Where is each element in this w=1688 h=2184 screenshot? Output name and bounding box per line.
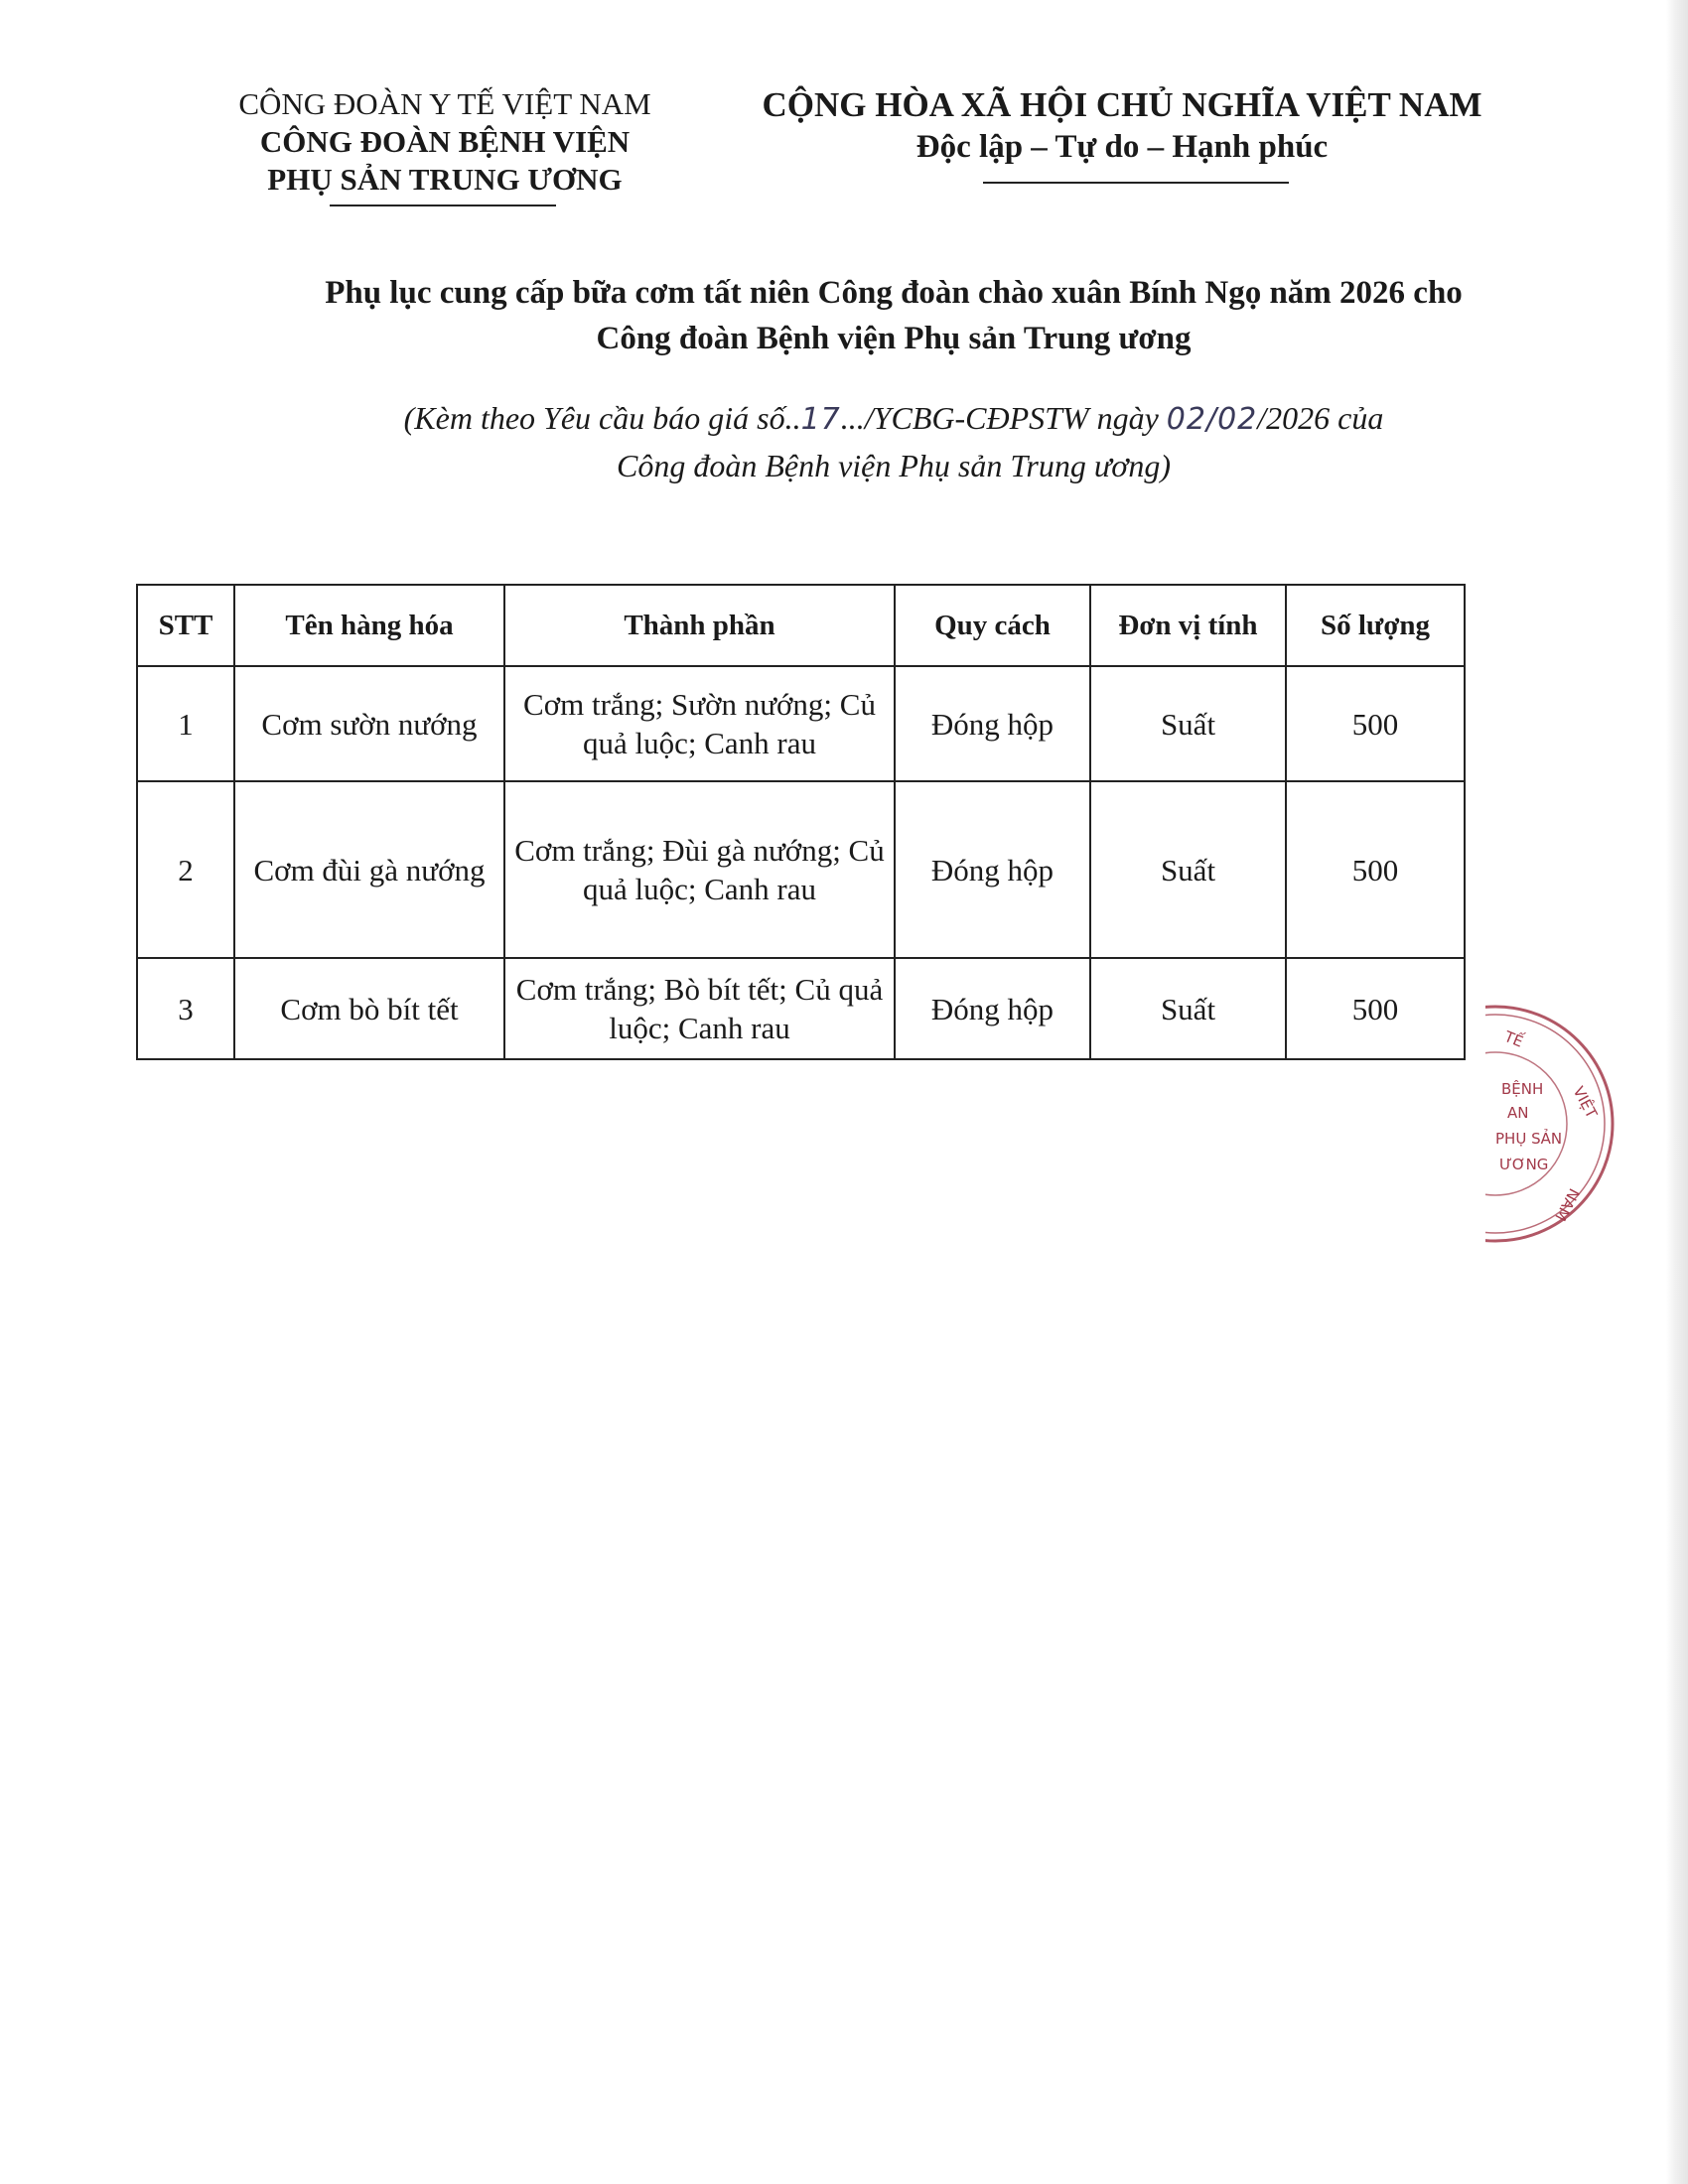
seal-text-fragment: NAM <box>1551 1185 1584 1224</box>
seal-graphic <box>1485 999 1620 1249</box>
seal-inner-ring <box>1485 1052 1567 1195</box>
reference-dots-after: ... <box>840 400 865 436</box>
motto-underline <box>983 182 1289 184</box>
reference-dots-before: .. <box>784 400 801 436</box>
national-heading <box>735 83 1509 167</box>
header-item-name: Tên hàng hóa <box>234 585 504 666</box>
national-motto: Độc lập – Tự do – Hạnh phúc <box>915 129 1329 165</box>
header-spec: Quy cách <box>895 585 1090 666</box>
seal-text-fragment: TẾ <box>1501 1027 1526 1051</box>
table-row <box>137 666 1465 781</box>
header-stt: STT <box>137 585 234 666</box>
seal-text-fragment: PHỤ SẢN <box>1495 1130 1563 1148</box>
org-parent-name: CÔNG ĐOÀN Y TẾ VIỆT NAM <box>238 86 651 121</box>
handwritten-number: 17 <box>800 402 841 437</box>
cell-spec: Đóng hộp <box>895 666 1090 781</box>
org-underline <box>330 205 556 206</box>
org-name-line2: PHỤ SẢN TRUNG ƯƠNG <box>267 162 623 197</box>
title-line1: Phụ lục cung cấp bữa cơm tất niên Công đoàn chào xuân Bính Ngọ năm 2026 cho <box>325 275 1463 311</box>
seal-text-fragment: ƯƠNG <box>1499 1156 1549 1173</box>
cell-unit: Suất <box>1090 781 1286 958</box>
seal-text-fragment: BỆNH <box>1501 1080 1544 1098</box>
document-title <box>199 270 1589 361</box>
official-seal <box>1485 999 1620 1249</box>
seal-outer-ring-inner <box>1485 1015 1605 1233</box>
document-reference <box>199 395 1589 488</box>
cell-item-name: Cơm bò bít tết <box>234 958 504 1059</box>
cell-components: Cơm trắng; Đùi gà nướng; Củ quả luộc; Canh rau <box>504 781 895 958</box>
header-quantity: Số lượng <box>1286 585 1465 666</box>
issuing-organization <box>216 85 673 199</box>
seal-text-fragment: VIỆT <box>1569 1083 1602 1122</box>
cell-components: Cơm trắng; Bò bít tết; Củ quả luộc; Canh rau <box>504 958 895 1059</box>
cell-unit: Suất <box>1090 958 1286 1059</box>
title-line2: Công đoàn Bệnh viện Phụ sản Trung ương <box>596 321 1192 356</box>
cell-stt: 2 <box>137 781 234 958</box>
header-components: Thành phần <box>504 585 895 666</box>
reference-prefix: (Kèm theo Yêu cầu báo giá số <box>403 400 785 436</box>
handwritten-date: 02/02 <box>1166 402 1258 437</box>
cell-quantity: 500 <box>1286 781 1465 958</box>
table-row <box>137 958 1465 1059</box>
cell-item-name: Cơm đùi gà nướng <box>234 781 504 958</box>
cell-components: Cơm trắng; Sườn nướng; Củ quả luộc; Canh rau <box>504 666 895 781</box>
cell-spec: Đóng hộp <box>895 958 1090 1059</box>
header-unit: Đơn vị tính <box>1090 585 1286 666</box>
table-header-row <box>137 585 1465 666</box>
reference-code: /YCBG-CĐPSTW ngày <box>864 400 1167 436</box>
cell-unit: Suất <box>1090 666 1286 781</box>
seal-text-fragment: AN <box>1507 1104 1529 1122</box>
org-name-line1: CÔNG ĐOÀN BỆNH VIỆN <box>259 124 631 159</box>
reference-line2: Công đoàn Bệnh viện Phụ sản Trung ương) <box>616 448 1172 483</box>
cell-stt: 1 <box>137 666 234 781</box>
reference-line1 <box>199 395 1589 443</box>
cell-item-name: Cơm sườn nướng <box>234 666 504 781</box>
nation-name: CỘNG HÒA XÃ HỘI CHỦ NGHĨA VIỆT NAM <box>762 85 1482 124</box>
meal-items-table <box>136 584 1466 1060</box>
reference-date-suffix: /2026 của <box>1257 400 1384 436</box>
table-row <box>137 781 1465 958</box>
cell-quantity: 500 <box>1286 958 1465 1059</box>
cell-spec: Đóng hộp <box>895 781 1090 958</box>
scan-edge <box>1666 0 1688 2184</box>
cell-quantity: 500 <box>1286 666 1465 781</box>
cell-stt: 3 <box>137 958 234 1059</box>
